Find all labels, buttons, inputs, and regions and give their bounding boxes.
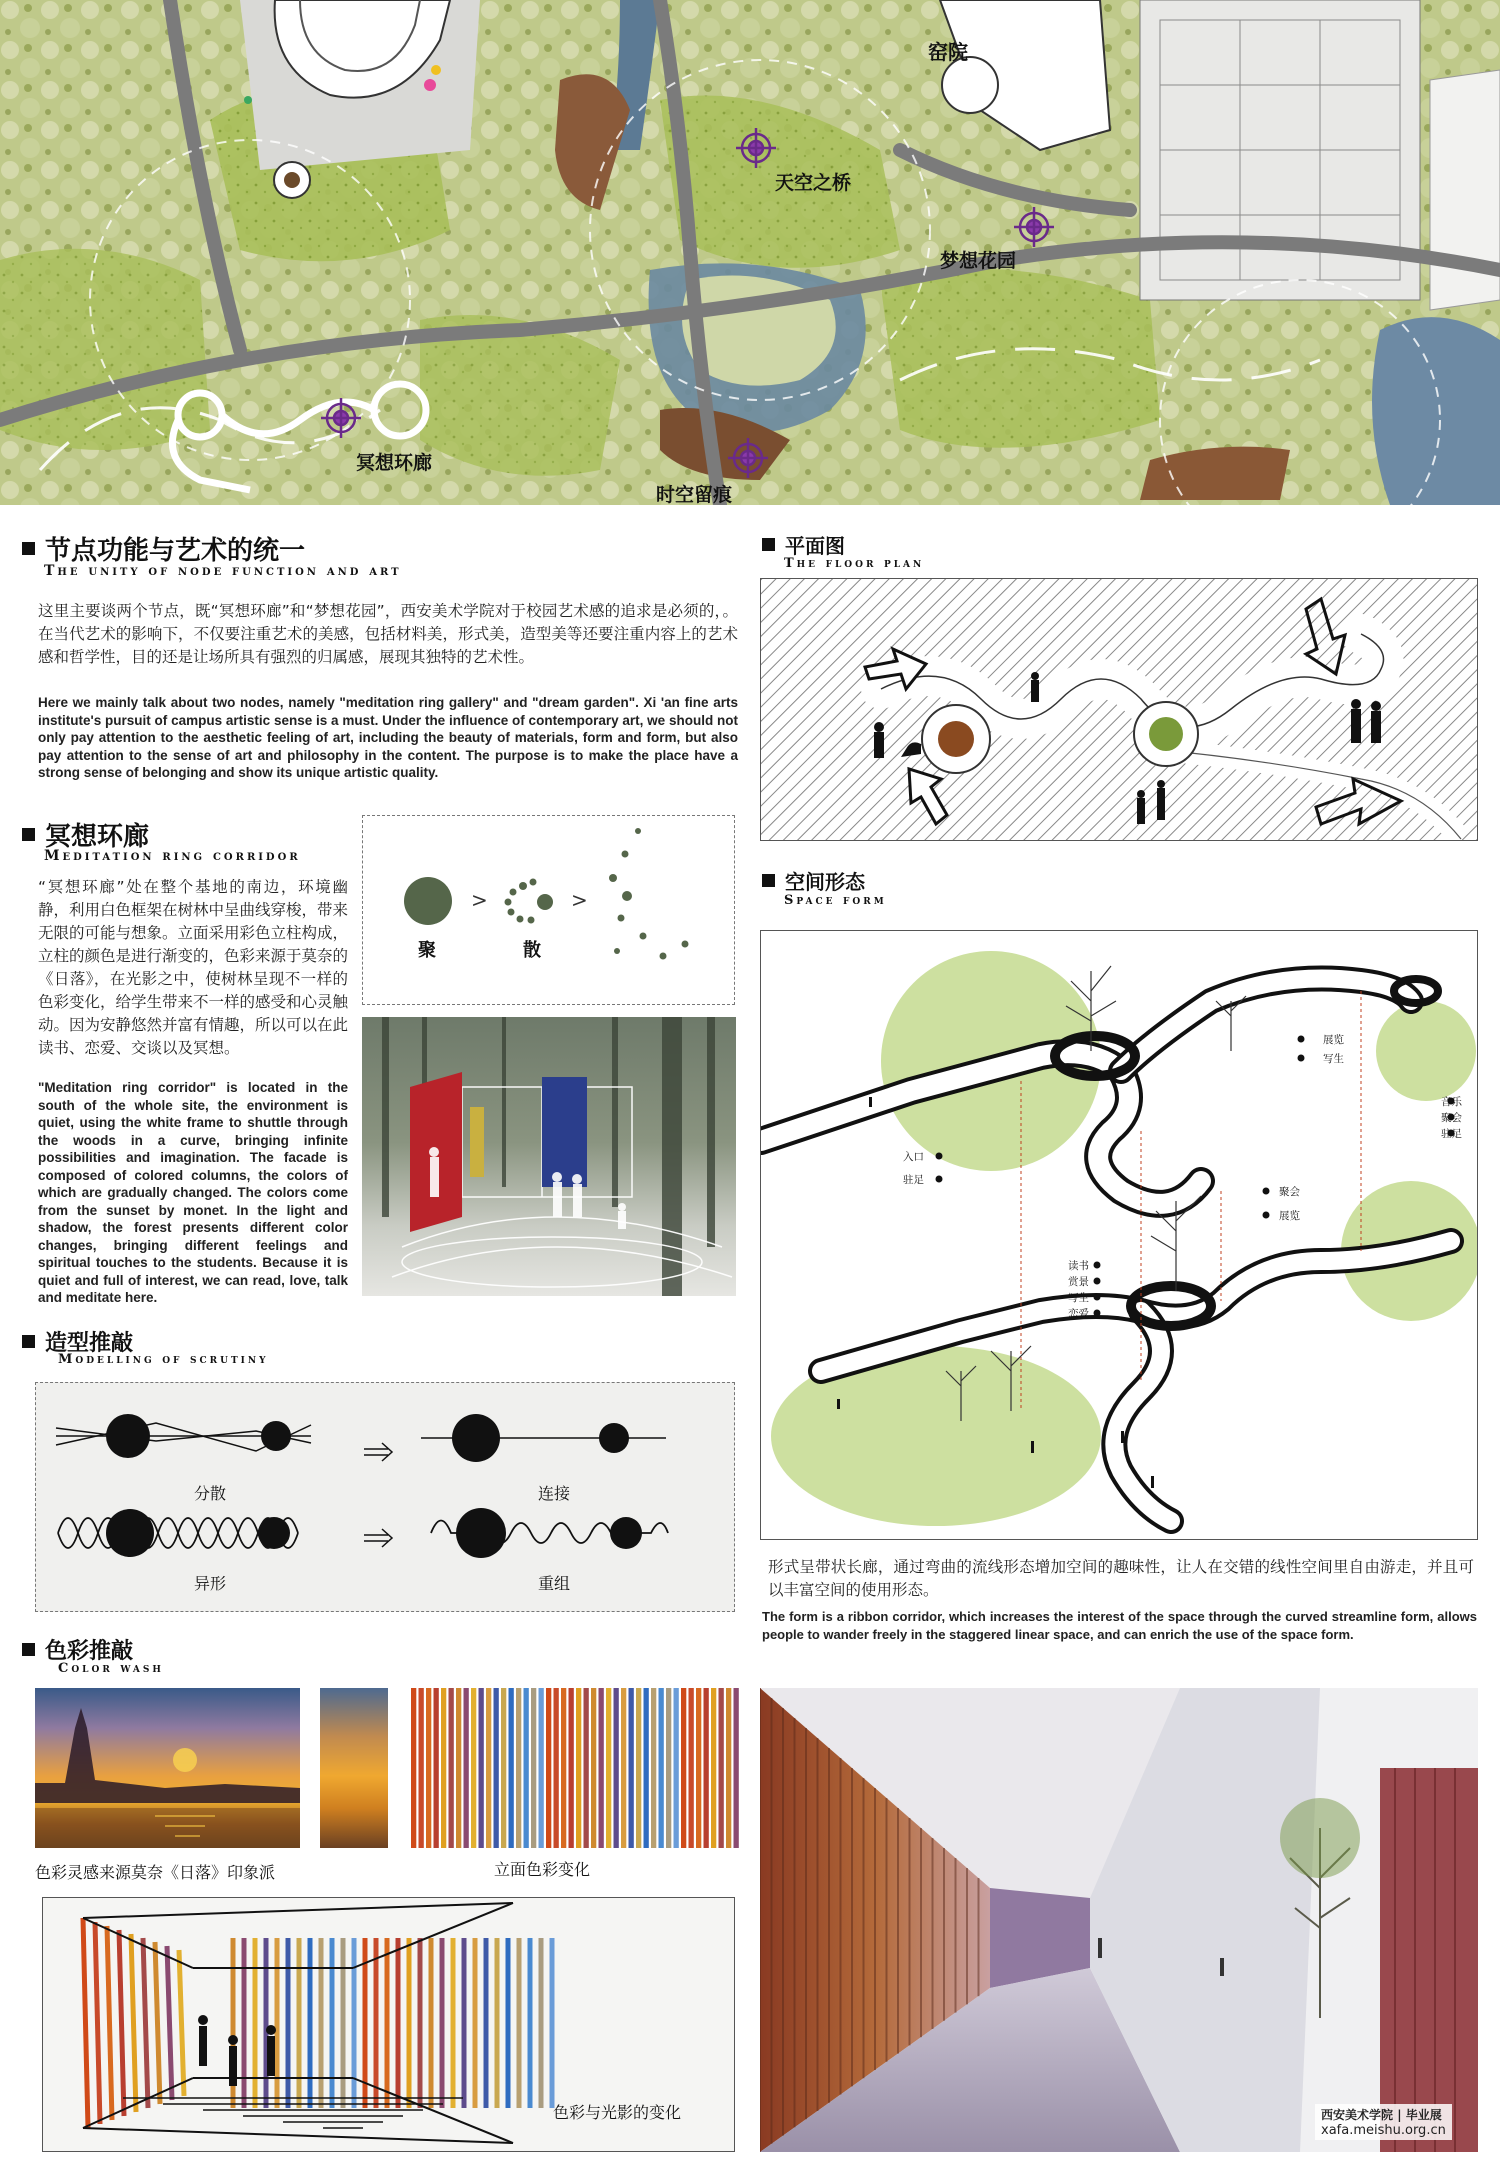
palette-stripe <box>569 1688 574 1848</box>
palette-stripe <box>696 1688 701 1848</box>
palette-stripe <box>719 1688 724 1848</box>
monet-painting-drawing <box>35 1688 300 1848</box>
color-caption-left: 色彩灵感来源莫奈《日落》印象派 <box>35 1863 276 1882</box>
person-head <box>266 2025 276 2035</box>
watermark: 西安美术学院 | 毕业展 xafa.meishu.org.cn <box>1315 2104 1452 2140</box>
palette-stripe <box>659 1688 664 1848</box>
gather-scatter-diagram <box>362 815 735 1005</box>
meditation-subtitle: Meditation ring corridor <box>44 848 301 864</box>
palette-stripe <box>726 1688 731 1848</box>
palette-stripe <box>479 1688 484 1848</box>
scatter-label: 散 <box>523 940 541 961</box>
sf-top-stop: 驻足 <box>903 1174 924 1186</box>
palette-stripe <box>704 1688 709 1848</box>
sf-top-stay: 驻足 <box>1441 1128 1462 1140</box>
floor-plan-subtitle: The floor plan <box>784 556 925 571</box>
palette-stripe <box>561 1688 566 1848</box>
watermark-event: 毕业展 <box>1405 2108 1442 2122</box>
stripe-palette-svg <box>410 1688 740 1848</box>
modelling-label-abnormal: 异形 <box>194 1574 227 1593</box>
palette-stripe <box>636 1688 641 1848</box>
palette-stripe <box>456 1688 461 1848</box>
palette-stripe <box>734 1688 739 1848</box>
map-label-dream-garden: 梦想花园 <box>940 250 1017 272</box>
palette-stripe <box>614 1688 619 1848</box>
perspective-stripe <box>143 1938 148 2108</box>
modelling-title-cn: 造型推敲 <box>45 1331 134 1356</box>
heading-square-icon <box>22 542 35 555</box>
heading-square-icon <box>762 538 775 551</box>
palette-stripe <box>546 1688 551 1848</box>
palette-stripe <box>629 1688 634 1848</box>
watermark-url: xafa.meishu.org.cn <box>1321 2123 1446 2138</box>
color-title-cn: 色彩推敲 <box>45 1639 134 1664</box>
sf-bottom-love: 恋爱 <box>1068 1308 1089 1320</box>
space-form-body-cn: 形式呈带状长廊，通过弯曲的流线形态增加空间的趣味性，让人在交错的线性空间里自由游走，并且可以丰富空间的使用形态。 <box>768 1558 1474 1599</box>
space-form-drawing <box>760 930 1478 1540</box>
palette-stripe <box>591 1688 596 1848</box>
palette-stripe <box>494 1688 499 1848</box>
person-head <box>198 2015 208 2025</box>
modelling-label-scatter: 分散 <box>194 1484 227 1503</box>
palette-stripe <box>449 1688 454 1848</box>
perspective-stripe <box>95 1922 100 2124</box>
palette-stripe <box>524 1688 529 1848</box>
palette-stripe <box>411 1688 416 1848</box>
map-label-meditation: 冥想环廊 <box>356 452 433 474</box>
palette-stripe <box>666 1688 671 1848</box>
floor-plan-title <box>762 530 845 559</box>
palette-stripe <box>441 1688 446 1848</box>
palette-stripe <box>486 1688 491 1848</box>
stripe-palette <box>410 1688 740 1848</box>
unity-title-cn: 节点功能与艺术的统一 <box>45 536 306 566</box>
sf-top-exhibit: 展览 <box>1323 1034 1344 1046</box>
gt-symbol-1: > <box>471 888 488 912</box>
heading-square-icon <box>22 1643 35 1656</box>
palette-stripe <box>599 1688 604 1848</box>
palette-stripe <box>674 1688 679 1848</box>
gather-scatter-shapes <box>363 816 734 1004</box>
palette-stripe <box>681 1688 686 1848</box>
sf-top-music: 音乐 <box>1441 1096 1462 1108</box>
sf-top-sketch: 写生 <box>1323 1053 1344 1065</box>
space-form-title-cn: 空间形态 <box>785 870 865 894</box>
person-body <box>199 2026 207 2066</box>
modelling-label-recombine: 重组 <box>538 1574 571 1593</box>
map-label-sky-bridge: 天空之桥 <box>775 172 852 194</box>
palette-stripe <box>576 1688 581 1848</box>
sf-top-entrance: 入口 <box>903 1151 924 1163</box>
watermark-school: 西安美术学院 <box>1321 2108 1394 2122</box>
forest-rendering <box>362 1017 736 1296</box>
perspective-stripe <box>119 1930 124 2116</box>
space-form-title <box>762 866 865 895</box>
meditation-body-cn: “冥想环廊”处在整个基地的南边，环境幽静，利用白色框架在树林中呈曲线穿梭，带来无限的可能与想象。立面采用彩色立柱构成，立柱的颜色是进行渐变的，色彩来源于莫奈的《日落》，在光影之中，使树林呈现不一样的色彩变化，给学生带来不一样的感受和心灵触动。因为安静悠然并富有情趣，所以可以在此读书、恋爱、交谈以及冥想。 <box>38 878 349 1057</box>
map-label-yard: 窑院 <box>928 40 968 64</box>
palette-stripe <box>531 1688 536 1848</box>
sf-bottom-read: 读书 <box>1068 1260 1089 1272</box>
corridor-rendering-drawing <box>760 1688 1478 2152</box>
perspective-stripe <box>107 1926 112 2120</box>
palette-stripe <box>426 1688 431 1848</box>
sf-bottom-exhibit: 展览 <box>1279 1210 1300 1222</box>
color-light-diagram <box>42 1897 735 2152</box>
perspective-stripe <box>131 1934 136 2112</box>
sf-bottom-party: 聚会 <box>1279 1186 1300 1198</box>
palette-stripe <box>539 1688 544 1848</box>
palette-stripe <box>689 1688 694 1848</box>
map-label-time-trace: 时空留痕 <box>656 484 733 505</box>
floor-plan-drawing <box>760 578 1478 841</box>
monet-sunset-painting <box>35 1688 300 1848</box>
sf-bottom-view: 赏景 <box>1068 1276 1089 1288</box>
space-form-subtitle: Space form <box>784 893 887 908</box>
palette-stripe <box>419 1688 424 1848</box>
sf-bottom-sketch: 写生 <box>1068 1292 1089 1304</box>
perspective-stripe <box>167 1946 172 2100</box>
site-map-drawing <box>0 0 1500 505</box>
palette-stripe <box>434 1688 439 1848</box>
palette-stripe <box>711 1688 716 1848</box>
palette-stripe <box>644 1688 649 1848</box>
palette-stripe <box>606 1688 611 1848</box>
palette-stripe <box>554 1688 559 1848</box>
modelling-label-connect: 连接 <box>538 1484 571 1503</box>
color-subtitle: Color wash <box>58 1661 164 1676</box>
unity-title <box>22 530 305 567</box>
person-head <box>228 2035 238 2045</box>
person-body <box>267 2036 275 2076</box>
modelling-diagram <box>35 1382 735 1612</box>
gt-symbol-2: > <box>571 888 588 912</box>
palette-stripe <box>651 1688 656 1848</box>
perspective-frame-line <box>83 1918 193 1968</box>
perspective-stripe <box>155 1942 160 2104</box>
perspective-frame-line <box>83 2128 513 2143</box>
modelling-shapes <box>36 1383 734 1611</box>
floor-plan-svg <box>761 579 1477 840</box>
perspective-stripe <box>179 1950 184 2096</box>
modelling-subtitle: Modelling of scrutiny <box>58 1352 269 1367</box>
heading-square-icon <box>22 828 35 841</box>
color-caption-right: 立面色彩变化 <box>494 1860 591 1879</box>
space-form-body-en: The form is a ribbon corridor, which increases the interest of the space through the curved streamline form, allows people to wander freely in the staggered linear space, and can enrich the use of the space form. <box>762 1609 1477 1642</box>
heading-square-icon <box>22 1335 35 1348</box>
site-map <box>0 0 1500 505</box>
palette-stripe <box>464 1688 469 1848</box>
color-caption-bottom: 色彩与光影的变化 <box>553 2103 682 2122</box>
palette-stripe <box>516 1688 521 1848</box>
unity-subtitle: The unity of node function and art <box>44 563 402 579</box>
monet-crop <box>320 1688 388 1848</box>
space-form-svg <box>761 931 1477 1539</box>
palette-stripe <box>471 1688 476 1848</box>
heading-square-icon <box>762 874 775 887</box>
palette-stripe <box>501 1688 506 1848</box>
unity-body-cn: 这里主要谈两个节点，既“冥想环廊”和“梦想花园”，西安美术学院对于校园艺术感的追求是必须的，。在当代艺术的影响下，不仅要注重艺术的美感，包括材料美，形式美，造型美等还要注重内容上的艺术感和哲学性，目的还是让场所具有强烈的归属感，展现其独特的艺术性。 <box>38 602 738 666</box>
meditation-body-en: "Meditation ring corridor" is located in the south of the whole site, the environment is quiet, using the white frame to shuttle through the woods in a curve, bringing infinite possibilities and imagination. The facade is composed of colored columns, the colors of which are gradually changed. The colors come from the sunset by monet. In the light and shadow, the forest presents different color changes, bringing different feelings and spiritual touches to the students. Because it is quiet and full of interest, we can read, love, talk and meditate here. <box>38 1080 348 1305</box>
palette-stripe <box>509 1688 514 1848</box>
perspective-frame-line <box>83 1903 513 1918</box>
sf-top-party: 聚会 <box>1441 1112 1462 1124</box>
person-body <box>229 2046 237 2086</box>
palette-stripe <box>584 1688 589 1848</box>
perspective-stripe <box>83 1918 88 2128</box>
gather-label: 聚 <box>418 940 436 961</box>
floor-plan-title-cn: 平面图 <box>785 534 845 558</box>
corridor-rendering <box>760 1688 1478 2152</box>
forest-rendering-drawing <box>362 1017 736 1296</box>
palette-stripe <box>621 1688 626 1848</box>
unity-body-en: Here we mainly talk about two nodes, namely "meditation ring gallery" and "dream garden". Xi 'an fine arts institute's pursuit of campus artistic sense is a must. Under the influence of contemporary art, we should not only pay attention to the aesthetic feeling of art, including the beauty of materials, form and form, but also pay attention to the sense of art and philosophy in the content. The purpose is to make the place have a strong sense of belonging and show its unique artistic quality. <box>38 695 738 780</box>
meditation-title-cn: 冥想环廊 <box>45 822 150 852</box>
